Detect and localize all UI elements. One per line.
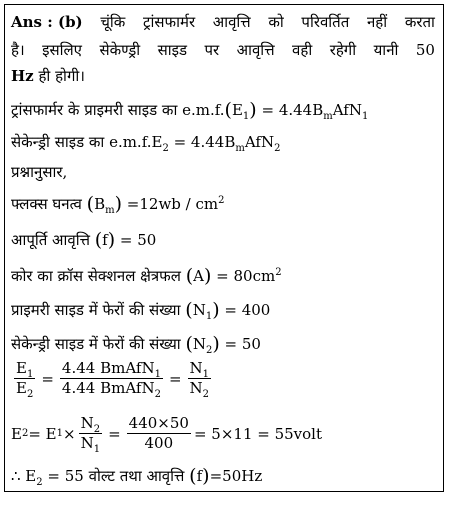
- answer-box: [4, 4, 444, 492]
- superscript: 2: [275, 267, 282, 278]
- primary-emf-label: ट्रांसफार्मर के प्राइमरी साइड का e.m.f.: [11, 101, 225, 119]
- secondary-turns-value: = 50: [219, 335, 261, 353]
- subscript: 1: [154, 369, 161, 380]
- result-frequency-value: =50Hz: [209, 467, 263, 485]
- secondary-emf-line: [11, 133, 281, 154]
- primary-emf-symbol: E: [231, 101, 243, 119]
- emf-ratio-equation: [11, 359, 214, 400]
- core-area-value: = 80cm: [211, 267, 276, 285]
- flux-density-value: =12wb / cm: [122, 195, 219, 213]
- subscript: 1: [93, 444, 101, 455]
- word: चूंकि: [100, 13, 126, 31]
- turns-symbol: N: [192, 335, 206, 353]
- flux-density-line: फ्लक्स घनत्व $(B_m) =12wb / cm^2$: [11, 193, 225, 216]
- word: रहेगी: [329, 41, 357, 59]
- n-symbol: N: [189, 359, 203, 377]
- flux-density-label: फ्लक्स घनत्व: [11, 195, 87, 213]
- subscript: m: [105, 205, 115, 216]
- ratio-fraction-n: [188, 359, 212, 400]
- ratio-fraction-formula: [60, 359, 163, 400]
- numerator-formula: 4.44 BmAfN: [61, 359, 155, 377]
- result-text: = 55 वोल्ट तथा आवृत्ति: [42, 467, 190, 485]
- subscript: 2: [36, 477, 43, 488]
- frequency-symbol: f: [102, 231, 108, 249]
- e2-result-value: = 5×11 = 55volt: [193, 424, 323, 443]
- equals-sign: =: [41, 369, 54, 388]
- subscript: 2: [202, 389, 210, 400]
- primary-turns-value: = 400: [219, 301, 271, 319]
- word: वही: [292, 41, 313, 59]
- ratio-fraction-e: [14, 359, 35, 400]
- intro-line-2: [11, 41, 435, 59]
- answer-label: Ans : (b): [11, 13, 83, 31]
- n-symbol: N: [189, 379, 203, 397]
- numeric-fraction: [127, 415, 191, 452]
- numeric-numerator: 440×50: [128, 414, 189, 432]
- intro-line-3-text: ही होगी।: [33, 67, 85, 85]
- equals-sign: =: [108, 424, 121, 443]
- secondary-turns-label: सेकेन्ड्री साइड में फेरों की संख्या: [11, 335, 186, 353]
- primary-emf-formula-tail: AfN: [332, 101, 362, 119]
- numeric-denominator: 400: [144, 434, 174, 452]
- word: को: [268, 13, 284, 31]
- n-symbol: N: [80, 414, 94, 432]
- turns-ratio-fraction: [79, 414, 103, 455]
- hz-unit: Hz: [11, 67, 34, 85]
- word: सेकेण्ड्री: [99, 41, 141, 59]
- frequency-value: = 50: [115, 231, 157, 249]
- subscript: 2: [93, 424, 101, 435]
- primary-turns-line: प्राइमरी साइड में फेरों की संख्या $(N_1) = 400$: [11, 299, 271, 322]
- primary-emf-line: ट्रांसफार्मर के प्राइमरी साइड का $e.m.f.(E_1) = 4.44B_mAfN_1$: [11, 99, 369, 122]
- word: आवृत्ति: [236, 41, 275, 59]
- superscript: 2: [218, 195, 225, 206]
- subscript: m: [323, 111, 333, 122]
- area-symbol: A: [193, 267, 204, 285]
- given-heading: प्रश्नानुसार,: [11, 163, 68, 181]
- word: पर: [204, 41, 220, 59]
- word: परिवर्तित: [301, 13, 350, 31]
- final-result-line: ∴ $E_2 = 55$ वोल्ट तथा आवृत्ति (f)=50Hz: [11, 465, 263, 488]
- e1-term: = E: [28, 424, 57, 443]
- subscript: 1: [26, 369, 34, 380]
- subscript: m: [235, 143, 245, 154]
- word: इसलिए: [42, 41, 82, 59]
- therefore-e-symbol: ∴ E: [11, 467, 37, 485]
- e-symbol: E: [16, 359, 27, 377]
- frequency-symbol: f: [196, 467, 203, 485]
- intro-line-1: [11, 13, 435, 31]
- word: करता: [404, 13, 435, 31]
- equals-sign: =: [168, 369, 182, 388]
- intro-line-3: [11, 67, 85, 85]
- subscript: 2: [154, 389, 161, 400]
- word: है।: [11, 41, 25, 59]
- denominator-formula: 4.44 BmAfN: [61, 379, 155, 397]
- times-sign: ×: [63, 424, 76, 443]
- word: नहीं: [366, 13, 388, 31]
- word: आवृत्ति: [212, 13, 251, 31]
- n-symbol: N: [80, 434, 94, 452]
- core-area-line: कोर का क्रॉस सेक्शनल क्षेत्रफल $(A) = 80cm^2$: [11, 265, 282, 287]
- secondary-turns-line: सेकेन्ड्री साइड में फेरों की संख्या $(N_2) = 50$: [11, 333, 261, 356]
- word: 50: [415, 41, 435, 59]
- frequency-label: आपूर्ति आवृत्ति: [11, 231, 95, 249]
- subscript: 2: [205, 345, 213, 356]
- subscript: 2: [162, 143, 169, 154]
- flux-symbol: B: [94, 195, 106, 213]
- e2-symbol: E: [11, 424, 22, 443]
- secondary-emf-label: सेकेन्ड्री साइड का e.m.f.E: [11, 133, 163, 151]
- e2-calculation: E 2 = E 1 × $\frac{N_2}{N_1}$ = $\frac{440\times 50}{400}$ = 5×11 = 55volt: [11, 414, 323, 455]
- subscript: 2: [274, 143, 281, 154]
- subscript: 2: [26, 389, 34, 400]
- primary-turns-label: प्राइमरी साइड में फेरों की संख्या: [11, 301, 186, 319]
- word: ट्रांसफार्मर: [142, 13, 196, 31]
- turns-symbol: N: [192, 301, 206, 319]
- subscript: 1: [205, 311, 213, 322]
- secondary-emf-formula-tail: AfN: [244, 133, 275, 151]
- primary-emf-formula: = 4.44B: [261, 101, 324, 119]
- supply-frequency-line: आपूर्ति आवृत्ति (f) = 50: [11, 229, 157, 251]
- word: यानी: [373, 41, 399, 59]
- subscript: 1: [202, 369, 210, 380]
- core-area-label: कोर का क्रॉस सेक्शनल क्षेत्रफल: [11, 267, 186, 285]
- subscript: 1: [242, 111, 250, 122]
- word: साइड: [157, 41, 188, 59]
- secondary-emf-formula: = 4.44B: [168, 133, 236, 151]
- e-symbol: E: [16, 379, 27, 397]
- subscript: 1: [361, 111, 369, 122]
